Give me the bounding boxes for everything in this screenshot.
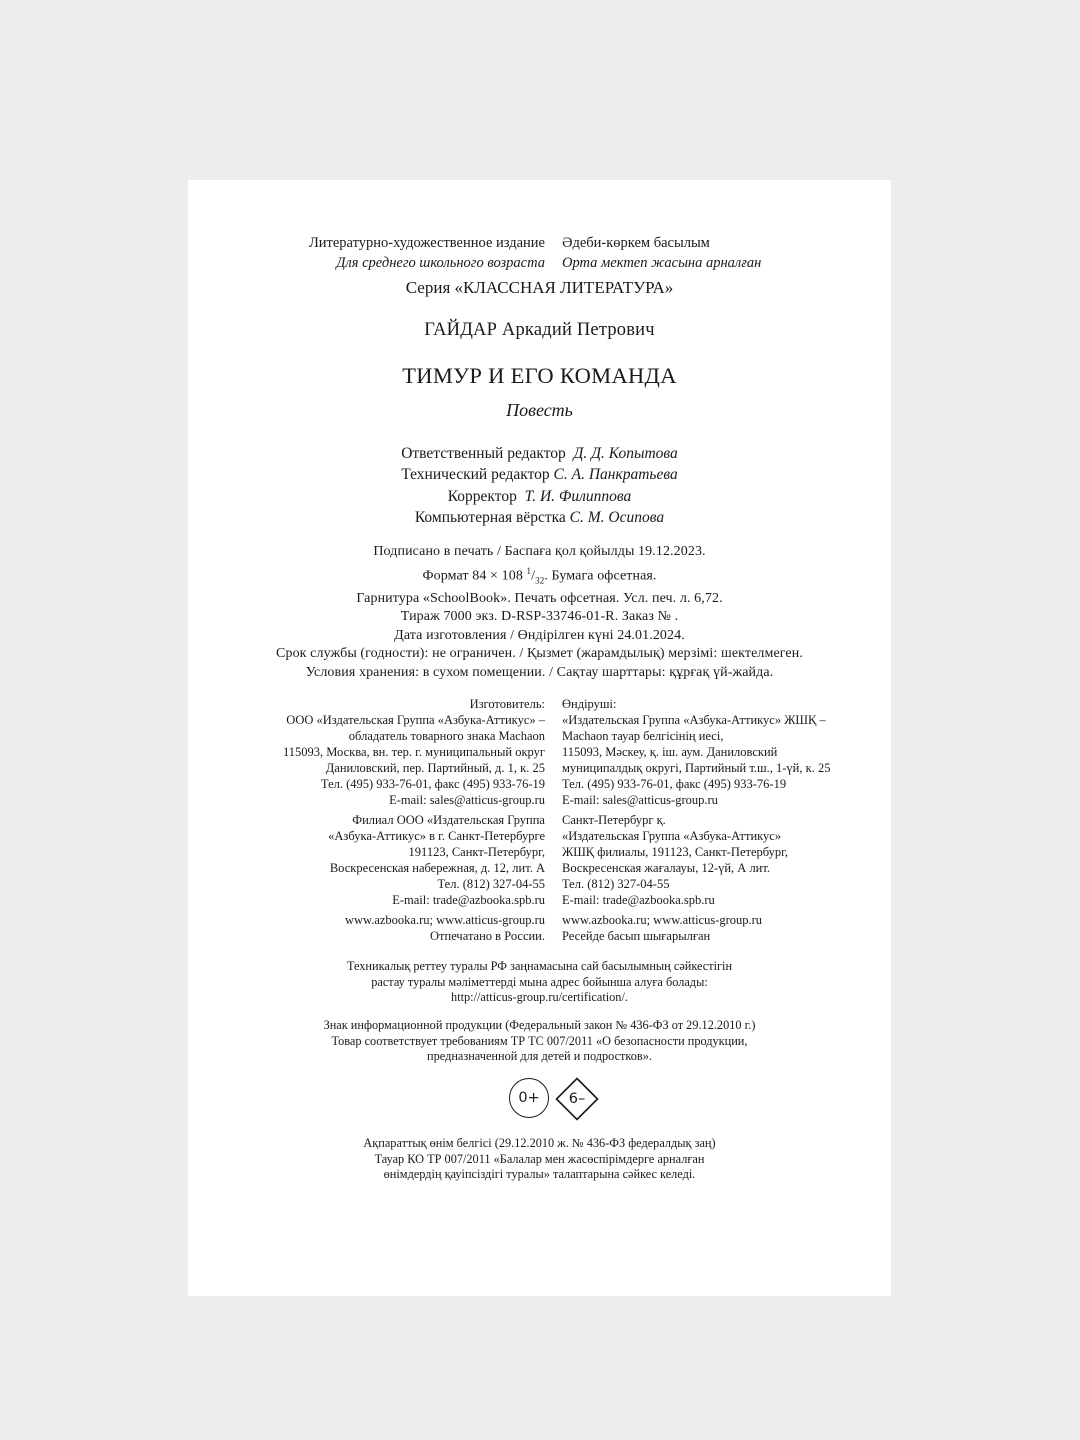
series-title: Серия «КЛАССНАЯ ЛИТЕРАТУРА» — [405, 278, 674, 297]
website-links: www.azbooka.ru; www.atticus-group.ru — [344, 913, 545, 927]
header-kz-type: Әдеби-көркем басылым — [562, 235, 710, 251]
header-ru — [309, 233, 545, 273]
credit-line: Ответственный редактор Д. Д. Копытова — [401, 445, 678, 462]
credit-line: Технический редактор С. А. Панкратьева — [401, 466, 678, 484]
credit-line: Компьютерная вёрстка С. М. Осипова — [414, 508, 665, 526]
info-product-ru: Знак информационной продукции (Федеральный закон № 436-ФЗ от 29.12.2010 г.) Товар соответствует требованиям ТР ТС 007/2011 «О безопасности продукции, предназначенной для детей и подростков». — [323, 1018, 756, 1063]
storage-conditions: Условия хранения: в сухом помещении. / Сақтау шарттары: құрғақ үй-жайда. — [305, 665, 774, 681]
author-name: ГАЙДАР Аркадий Петрович — [424, 320, 655, 340]
branch-kz: Санкт-Петербург қ. «Издательская Группа «Азбука-Аттикус» ЖШҚ филиалы, 191123, Санкт-Петербург, Воскресенская жағалауы, 12-үй, А лит. Тел. (812) 327-04-55 E-mail: trade@azbooka.spb.ru — [562, 813, 788, 907]
publication-info — [188, 543, 891, 683]
book-imprint-page — [188, 180, 891, 1296]
credit-line: Корректор Т. И. Филиппова — [447, 487, 632, 505]
service-life: Срок службы (годности): не ограничен. / Қызмет (жарамдылық) мерзімі: шектелмеген. — [276, 646, 803, 662]
credits — [188, 443, 891, 528]
header-ru-type: Литературно-художественное издание — [308, 235, 545, 251]
age-rating-circle-icon: 0+ — [509, 1078, 549, 1118]
signed-date: Подписано в печать / Баспаға қол қойылды 19.12.2023. — [373, 544, 706, 559]
website-links: www.azbooka.ru; www.atticus-group.ru — [562, 913, 763, 927]
age-diamond-label: 6– — [568, 1091, 586, 1107]
book-genre: Повесть — [506, 400, 573, 420]
header-kz-age: Орта мектеп жасына арналған — [562, 255, 762, 271]
manufacturer-ru: Изготовитель: ООО «Издательская Группа «Азбука-Аттикус» – обладатель товарного знака Machaon 115093, Москва, вн. тер. г. муниципальный округ Даниловский, пер. Партийный, д. 1, к. 25 Тел. (495) 933-76-01, факс (495) 933-76-19 E-mail: sales@atticus-group.ru — [282, 697, 545, 807]
header-ru-age: Для среднего школьного возраста — [336, 255, 545, 271]
header-kz — [562, 233, 761, 273]
branch-ru: Филиал ООО «Издательская Группа «Азбука-Аттикус» в г. Санкт-Петербурге 191123, Санкт-Петербург, Воскресенская набережная, д. 12, лит. А Тел. (812) 327-04-55 E-mail: trade@azbooka.spb.ru — [328, 813, 545, 907]
info-product-kz: Ақпараттық өнім белгісі (29.12.2010 ж. № 436-ФЗ федералдық заң) Тауар КО ТР 007/2011 «Балалар мен жасөспірімдерге арналған өнімдердің қауіпсіздігі туралы» талаптарына сәйкес келеді. — [363, 1136, 716, 1181]
format-line: Формат 84 × 108 $^1/_{32}$. Бумага офсетная. — [422, 565, 657, 586]
web-ru — [345, 912, 545, 944]
printed-in: Ресейде басып шығарылған — [562, 929, 711, 943]
print-run: Тираж 7000 экз. D-RSP-33746-01-R. Заказ № . — [400, 609, 679, 625]
manufacture-date: Дата изготовления / Өндірілген күні 24.01.2024. — [394, 627, 685, 643]
age-rating-diamond-icon — [555, 1077, 599, 1121]
book-title: ТИМУР И ЕГО КОМАНДА — [402, 363, 677, 388]
web-kz — [562, 912, 762, 944]
printed-in: Отпечатано в России. — [430, 929, 545, 943]
typeface-line: Гарнитура «SchoolBook». Печать офсетная. Усл. печ. л. 6,72. — [356, 590, 723, 606]
certification-note: Техникалық реттеу туралы РФ заңнамасына сай басылымның сәйкестігін растау туралы мәліметтерді мына адрес бойынша алуға болады: http://atticus-group.ru/certification/. — [346, 959, 733, 1004]
manufacturer-kz: Өндіруші: «Издательская Группа «Азбука-Аттикус» ЖШҚ – Machaon тауар белгісінің иесі, 115093, Мәскеу, қ. іш. аум. Даниловский муниципалдық округі, Партийный т.ш., 1-үй, к. 25 Тел. (495) 933-76-01, факс (495) 933-76-19 E-mail: sales@atticus-group.ru — [562, 697, 831, 807]
age-marks — [506, 1077, 602, 1121]
